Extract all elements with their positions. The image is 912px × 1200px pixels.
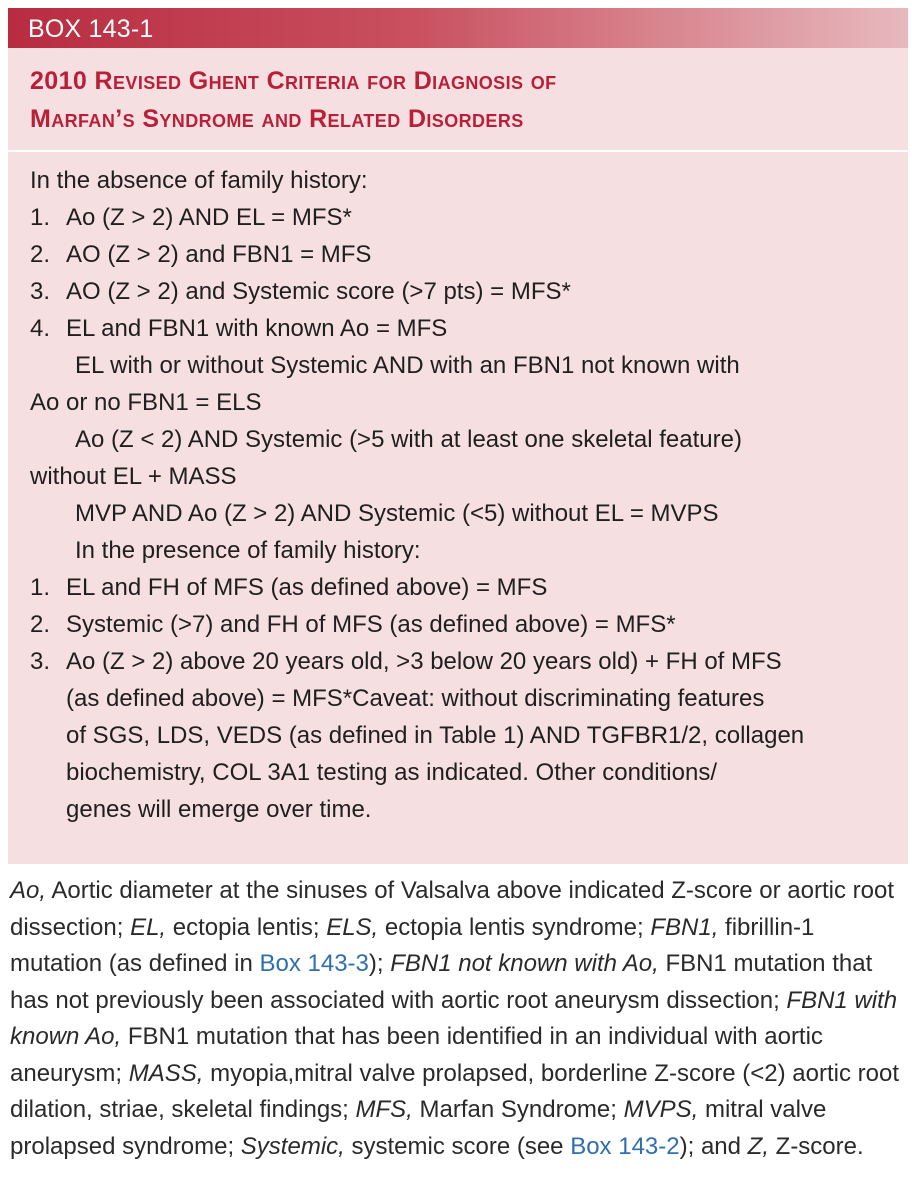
box-title-line-2: Marfan’s Syndrome and Related Disorders [30, 105, 524, 133]
box-title-line-1: 2010 Revised Ghent Criteria for Diagnosis of [30, 67, 557, 95]
criteria-line: 3. Ao (Z > 2) above 20 years old, >3 below 20 years old) + FH of MFS [30, 648, 782, 675]
criteria-line: 2. AO (Z > 2) and FBN1 = MFS [30, 241, 372, 268]
criteria-line: 4. EL and FBN1 with known Ao = MFS [30, 315, 448, 342]
criteria-line: genes will emerge over time. [66, 796, 372, 823]
criteria-line: 2. Systemic (>7) and FH of MFS (as defined above) = MFS* [30, 611, 676, 638]
criteria-box [8, 8, 908, 864]
criteria-line: In the absence of family history: [30, 167, 368, 194]
criteria-line: 1. Ao (Z > 2) AND EL = MFS* [30, 204, 352, 231]
box-label: BOX 143-1 [8, 8, 908, 48]
criteria-line: In the presence of family history: [75, 537, 421, 564]
criteria-line: biochemistry, COL 3A1 testing as indicated. Other conditions/ [66, 759, 717, 786]
criteria-line: MVP AND Ao (Z > 2) AND Systemic (<5) without EL = MVPS [75, 500, 719, 527]
criteria-line: 3. AO (Z > 2) and Systemic score (>7 pts) = MFS* [30, 278, 571, 305]
criteria-line: 1. EL and FH of MFS (as defined above) = MFS [30, 574, 548, 601]
criteria-line: EL with or without Systemic AND with an FBN1 not known with [75, 352, 740, 379]
criteria-line: Ao or no FBN1 = ELS [30, 389, 262, 416]
box-title [8, 48, 908, 150]
criteria-line: of SGS, LDS, VEDS (as defined in Table 1) AND TGFBR1/2, collagen [66, 722, 805, 749]
box-143-2-link[interactable]: Box 143-2 [570, 1132, 680, 1160]
criteria-list [8, 152, 908, 828]
criteria-line: Ao (Z < 2) AND Systemic (>5 with at least one skeletal feature) [75, 426, 742, 453]
criteria-line: without EL + MASS [30, 463, 237, 490]
abbreviations-footnote: Ao, Aortic diameter at the sinuses of Valsalva above indicated Z-score or aortic root dissection; EL, ectopia lentis; ELS, ectopia lentis syndrome; FBN1, fibrillin-1 mutation (as defined in Box 143-3); FBN1 not known with Ao, FBN1 mutation that has not previously been associated with aortic root aneurysm dissection; FBN1 with known Ao, FBN1 mutation that has been identified in an individual with aortic aneurysm; MASS, myopia,mitral valve prolapsed, borderline Z-score (<2) aortic root dilation, striae, skeletal findings; MFS, Marfan Syndrome; MVPS, mitral valve prolapsed syndrome; Systemic, systemic score (see Box 143-2); and Z, Z-score. [10, 877, 900, 1160]
criteria-line: (as defined above) = MFS*Caveat: without discriminating features [66, 685, 765, 712]
box-143-3-link[interactable]: Box 143-3 [259, 950, 369, 977]
